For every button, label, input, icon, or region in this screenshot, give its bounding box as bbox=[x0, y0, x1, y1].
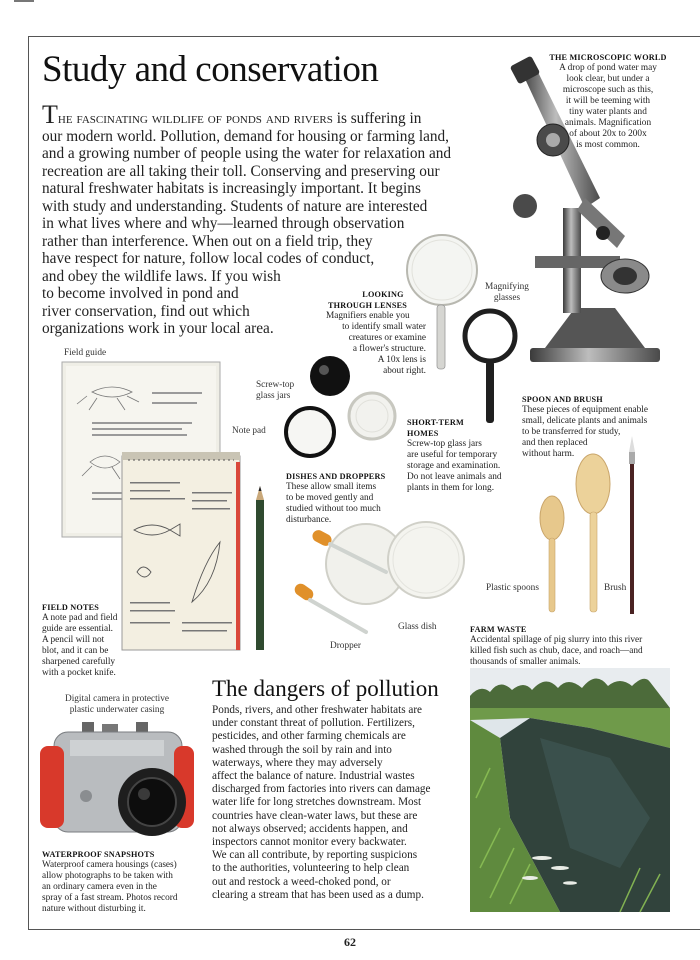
intro-line: and obey the wildlife laws. If you wish bbox=[42, 267, 281, 285]
pollution-line: out and restock a weed-choked pond, or bbox=[212, 875, 391, 888]
caption-line: with a pocket knife. bbox=[42, 668, 116, 678]
waterproof-caption bbox=[42, 849, 178, 915]
caption-line: to be moved gently and bbox=[286, 493, 374, 503]
caption-heading: FARM WASTE bbox=[470, 625, 527, 634]
intro-line: rather than interference. When out on a field trip, they bbox=[42, 232, 373, 250]
underwater-camera-illustration bbox=[40, 722, 196, 846]
caption-line: These allow small items bbox=[286, 482, 377, 492]
caption-line: without harm. bbox=[522, 449, 575, 459]
caption-line: it will be teeming with bbox=[565, 96, 651, 106]
caption-line: creatures or examine bbox=[348, 333, 426, 343]
dropper-lower-illustration bbox=[294, 586, 374, 636]
caption-heading: THE MICROSCOPIC WORLD bbox=[549, 53, 667, 62]
caption-line: of about 20x to 200x bbox=[569, 129, 647, 139]
field-notes-caption bbox=[42, 602, 117, 679]
label-plastic-spoons: Plastic spoons bbox=[486, 583, 539, 593]
caption-heading: SHORT-TERM bbox=[407, 418, 464, 427]
screw-top-jars-illustration bbox=[284, 354, 404, 460]
intro-line: natural freshwater habitats is increasingly important. It begins bbox=[42, 180, 421, 197]
caption-line: studied without too much bbox=[286, 504, 381, 514]
label-dropper: Dropper bbox=[330, 641, 361, 651]
pollution-line: inspectors cannot monitor every backwater. bbox=[212, 836, 407, 849]
microscope-illustration bbox=[505, 58, 675, 368]
caption-line: spray of a fast stream. Photos record bbox=[42, 893, 178, 903]
caption-line: tiny water plants and bbox=[569, 107, 647, 117]
caption-line: disturbance. bbox=[286, 515, 332, 525]
caption-line: Screw-top glass jars bbox=[407, 439, 482, 449]
intro-drop-letter: T bbox=[42, 100, 58, 129]
caption-line: Magnifiers enable you bbox=[326, 311, 410, 321]
caption-heading: THROUGH LENSES bbox=[328, 301, 408, 310]
caption-line: allow photographs to be taken with bbox=[42, 871, 173, 881]
pollution-body bbox=[212, 704, 430, 902]
intro-line: have respect for nature, follow local codes of conduct, bbox=[42, 250, 375, 267]
farm-waste-caption bbox=[470, 624, 643, 668]
label-magnifying-glasses: Magnifying glasses bbox=[485, 282, 529, 303]
intro-line: and a growing number of people using the water for relaxation and bbox=[42, 145, 452, 162]
caption-line: about right. bbox=[383, 366, 426, 376]
label-glass-dish: Glass dish bbox=[398, 622, 437, 632]
caption-heading: SPOON AND BRUSH bbox=[522, 395, 603, 404]
pollution-line: We can all contribute, by reporting suspicions bbox=[212, 849, 418, 862]
caption-line: nature without disturbing it. bbox=[42, 904, 146, 914]
top-rule-mark bbox=[14, 0, 34, 2]
intro-line: to become involved in pond and bbox=[42, 285, 239, 302]
caption-heading: WATERPROOF SNAPSHOTS bbox=[42, 850, 155, 859]
pollution-line: clearing a stream that has been used as a dump. bbox=[212, 888, 424, 901]
caption-line: sharpened carefully bbox=[42, 657, 116, 667]
caption-line: Do not leave animals and bbox=[407, 472, 502, 482]
caption-heading: HOMES bbox=[407, 429, 439, 438]
pollution-line: countries have clean-water laws, but these are bbox=[212, 809, 418, 822]
caption-heading: FIELD NOTES bbox=[42, 603, 100, 612]
pollution-line: waterways, where they may adversely bbox=[212, 756, 383, 769]
caption-heading: LOOKING bbox=[362, 290, 404, 299]
brush-illustration bbox=[624, 436, 640, 616]
intro-line: river conservation, find out which bbox=[42, 302, 250, 320]
caption-line: guide are essential. bbox=[42, 624, 113, 634]
pollution-line: under constant threat of pollution. Fertilizers, bbox=[212, 717, 415, 730]
intro-line: recreation are all taking their toll. Conserving and preserving our bbox=[42, 162, 440, 180]
caption-line: blot, and it can be bbox=[42, 646, 109, 656]
label-screw-top-jars: Screw-top glass jars bbox=[256, 380, 295, 401]
caption-line: an ordinary camera even in the bbox=[42, 882, 157, 892]
caption-heading: DISHES AND DROPPERS bbox=[286, 472, 386, 481]
page-title: Study and conservation bbox=[42, 49, 379, 90]
caption-line: animals. Magnification bbox=[564, 118, 652, 128]
caption-line: A pencil will not bbox=[42, 635, 105, 645]
caption-line: A 10x lens is bbox=[377, 355, 426, 365]
pencil-illustration bbox=[252, 486, 268, 652]
short-term-homes-caption bbox=[407, 417, 502, 494]
caption-line: is most common. bbox=[576, 140, 640, 150]
intro-line: in what lives where and why—learned through observation bbox=[42, 215, 405, 232]
caption-line: a flower's structure. bbox=[352, 344, 426, 354]
label-brush: Brush bbox=[604, 583, 627, 593]
caption-line: microscope such as this, bbox=[562, 85, 654, 95]
pollution-line: washed through the soil by rain and into bbox=[212, 743, 392, 756]
pollution-line: pesticides, and other farming chemicals are bbox=[212, 730, 406, 743]
caption-line: Accidental spillage of pig slurry into this river bbox=[470, 635, 643, 645]
caption-line: thousands of smaller animals. bbox=[470, 657, 581, 667]
caption-line: A note pad and field bbox=[42, 613, 118, 623]
caption-line: to identify small water bbox=[342, 322, 426, 332]
magnifying-glass-small-illustration bbox=[462, 306, 518, 426]
pollution-line: to the authorities, volunteering to help clean bbox=[212, 862, 410, 875]
pollution-line: Ponds, rivers, and other freshwater habitats are bbox=[212, 704, 423, 716]
dropper-upper-illustration bbox=[312, 532, 392, 576]
page-number: 62 bbox=[344, 935, 356, 949]
intro-line: organizations work in your local area. bbox=[42, 320, 274, 337]
label-note-pad: Note pad bbox=[232, 426, 266, 436]
pollution-line: affect the balance of nature. Industrial wastes bbox=[212, 770, 415, 783]
intro-line-0: The fascinating wildlife of ponds and rivers is suffering in bbox=[42, 100, 422, 129]
pollution-line: discharged from factories into rivers can damage bbox=[212, 783, 431, 796]
intro-small-caps: he fascinating wildlife of ponds and rivers bbox=[57, 110, 333, 127]
pollution-heading: The dangers of pollution bbox=[212, 676, 439, 701]
intro-line: with study and understanding. Students of nature are interested bbox=[42, 197, 428, 215]
caption-line: A drop of pond water may bbox=[559, 63, 657, 73]
label-digital-camera: Digital camera in protective plastic underwater casing bbox=[64, 694, 170, 715]
caption-line: look clear, but under a bbox=[566, 74, 650, 84]
caption-line: to be transferred for study, bbox=[522, 427, 621, 437]
label-field-guide: Field guide bbox=[64, 348, 107, 358]
intro-line: our modern world. Pollution, demand for housing or farming land, bbox=[42, 127, 450, 145]
caption-line: Waterproof camera housings (cases) bbox=[42, 860, 177, 870]
caption-line: plants in them for long. bbox=[407, 483, 495, 493]
polluted-river-photo bbox=[470, 668, 670, 912]
caption-line: storage and examination. bbox=[407, 461, 501, 471]
pollution-line: water life for long stretches downstream. Most bbox=[212, 796, 422, 809]
pollution-line: not always observed; accidents happen, and bbox=[212, 822, 408, 835]
caption-line: These pieces of equipment enable bbox=[522, 405, 648, 415]
caption-line: small, delicate plants and animals bbox=[522, 416, 648, 426]
note-pad-illustration bbox=[122, 452, 242, 652]
caption-line: killed fish such as chub, dace, and roach—and bbox=[470, 646, 643, 656]
caption-line: are useful for temporary bbox=[407, 450, 498, 460]
caption-line: and then replaced bbox=[522, 438, 588, 448]
